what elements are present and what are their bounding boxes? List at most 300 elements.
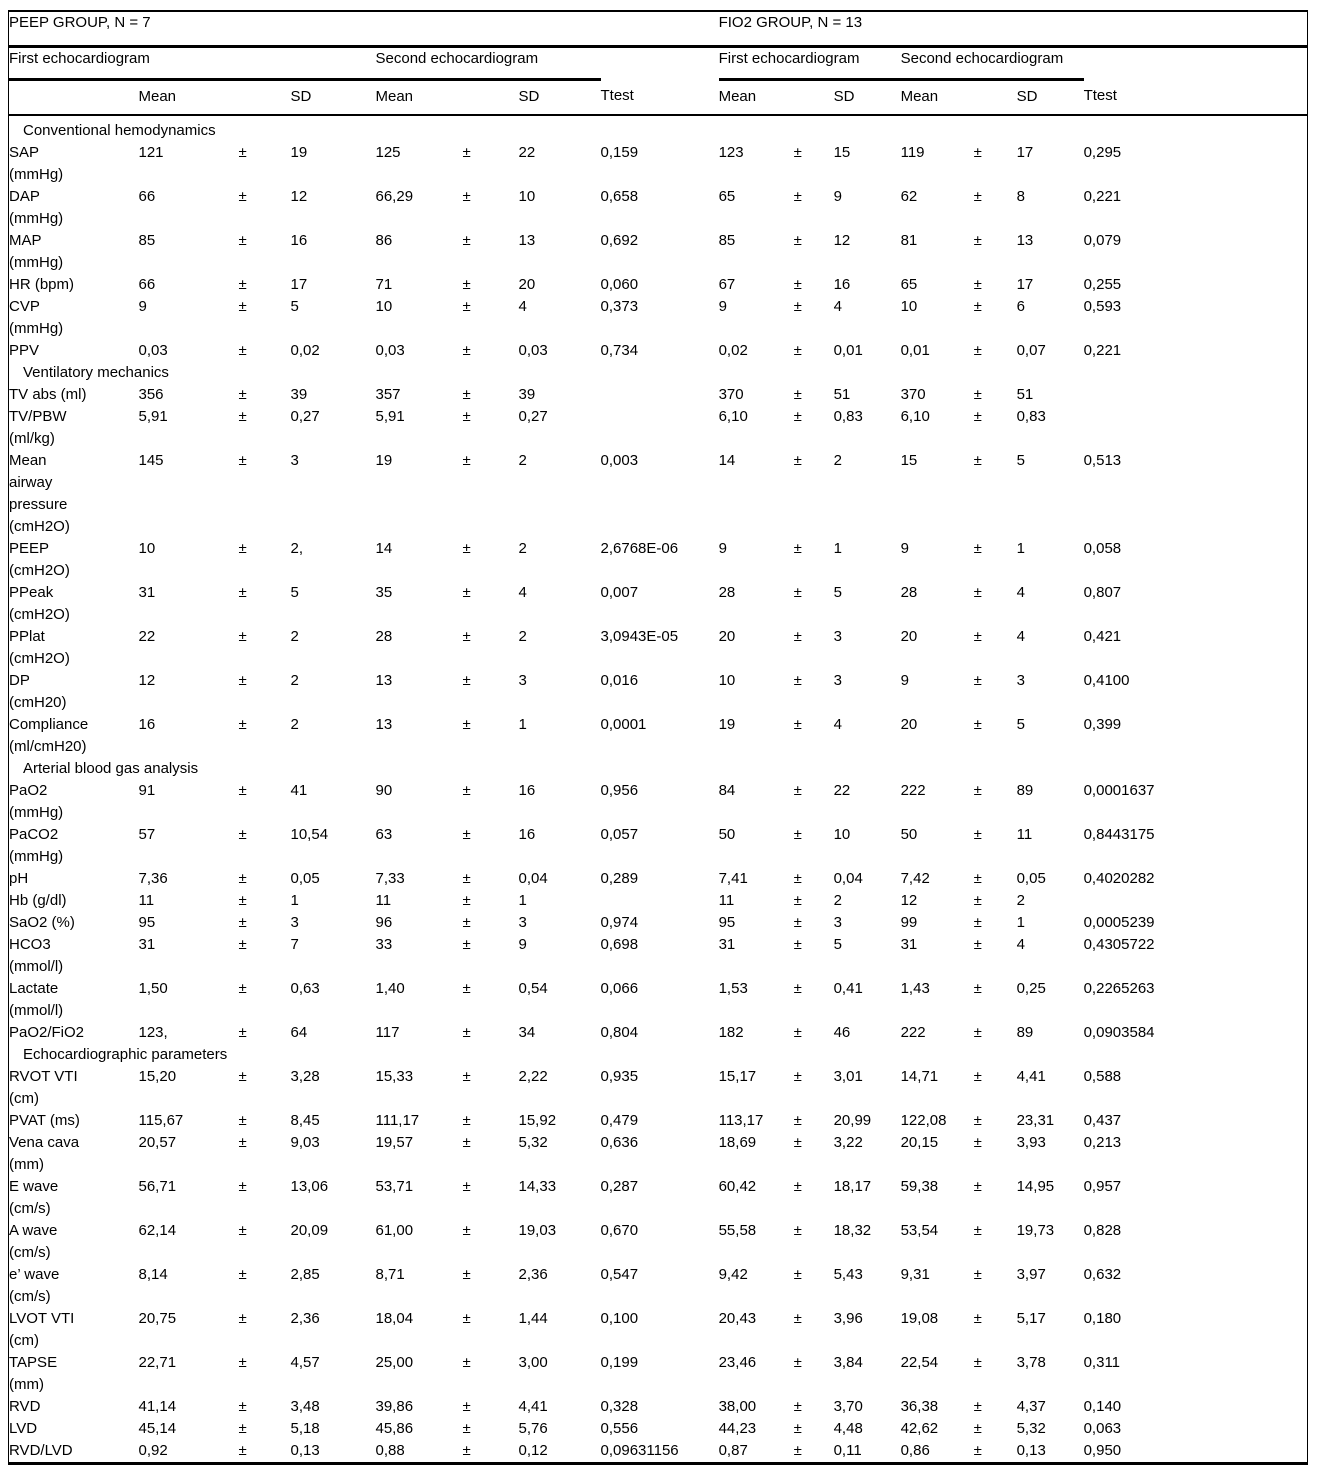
cell-fio2-first-sd: 18,32: [833, 1222, 872, 1239]
cell-peep-first-mean: 12: [138, 672, 156, 689]
cell-fio2-second-mean: 370: [900, 386, 926, 403]
cell-fio2-ttest: 0,593: [1083, 298, 1122, 315]
row-label-line: (cmH2O): [9, 562, 70, 579]
cell-fio2-ttest: 0,311: [1083, 1354, 1121, 1371]
cell-fio2-first-mean: 9: [718, 540, 727, 557]
row-label-line: (cm/s): [9, 1200, 51, 1217]
cell-peep-first-sd: 19: [290, 144, 308, 161]
cell-peep-first-mean: 7,36: [138, 870, 168, 887]
spacer-cell: [794, 80, 834, 116]
row-label: [9, 230, 139, 274]
cell-fio2-second-mean: 1,43: [900, 980, 930, 997]
cell-peep-first-sd: 3: [290, 452, 299, 469]
plus-minus-symbol: ±: [793, 1420, 802, 1437]
cell-peep-first-sd: 12: [290, 188, 308, 205]
cell-peep-first-sd: 17: [290, 276, 308, 293]
row-label-line: MAP: [9, 232, 42, 249]
cell-fio2-ttest: 0,0001637: [1083, 782, 1155, 799]
plus-minus-symbol: ±: [238, 892, 247, 909]
cell-fio2-first-sd: 3: [833, 672, 842, 689]
cell-fio2-second-sd: 0,13: [1016, 1442, 1046, 1459]
cell-fio2-second-sd: 0,05: [1016, 870, 1046, 887]
cell-fio2-second-sd: 0,07: [1016, 342, 1046, 359]
plus-minus-symbol: ±: [462, 826, 471, 843]
cell-peep-first-sd: 3,28: [290, 1068, 320, 1085]
cell-peep-first-sd: 3,48: [290, 1398, 320, 1415]
cell-fio2-first-sd: 20,99: [833, 1112, 872, 1129]
cell-peep-second-mean: 66,29: [375, 188, 414, 205]
row-label-line: (cm/s): [9, 1288, 51, 1305]
row-label-line: CVP: [9, 298, 40, 315]
row-label-line: airway: [9, 474, 53, 491]
cell-fio2-ttest: 0,950: [1083, 1442, 1122, 1459]
group-title-fio2: FIO2 GROUP, N = 13: [719, 11, 1308, 47]
cell-fio2-first-sd: 46: [833, 1024, 851, 1041]
row-label: [9, 780, 139, 824]
row-label-line: PPlat: [9, 628, 45, 645]
cell-peep-second-sd: 2,22: [518, 1068, 548, 1085]
row-label: [9, 890, 139, 912]
cell-peep-ttest: 0,804: [600, 1024, 639, 1041]
plus-minus-symbol: ±: [973, 342, 982, 359]
cell-fio2-first-sd: 9: [833, 188, 842, 205]
cell-peep-first-mean: 91: [138, 782, 156, 799]
table-row: [9, 670, 1308, 714]
cell-peep-ttest: [601, 384, 719, 406]
cell-fio2-first-mean: 85: [718, 232, 736, 249]
row-label-line: e’ wave: [9, 1266, 60, 1283]
cell-peep-first-mean: 8,14: [138, 1266, 168, 1283]
cell-fio2-second-sd: 13: [1016, 232, 1034, 249]
table-row: [9, 582, 1308, 626]
section-title: Arterial blood gas analysis: [23, 760, 199, 777]
table-body: [9, 115, 1308, 1464]
plus-minus-symbol: ±: [462, 1442, 471, 1459]
cell-peep-second-sd: 1: [518, 892, 527, 909]
plus-minus-symbol: ±: [462, 1178, 471, 1195]
cell-fio2-first-mean: 0,02: [718, 342, 748, 359]
row-label: [9, 406, 139, 450]
row-label: [9, 1264, 139, 1308]
row-label-line: (cmH2O): [9, 650, 70, 667]
cell-fio2-second-sd: 1: [1016, 540, 1025, 557]
cell-peep-second-mean: 117: [375, 1024, 400, 1041]
plus-minus-symbol: ±: [238, 1420, 247, 1437]
cell-peep-second-mean: 13: [375, 672, 393, 689]
cell-fio2-second-sd: 89: [1016, 782, 1034, 799]
row-label: [9, 1132, 139, 1176]
plus-minus-symbol: ±: [973, 914, 982, 931]
cell-peep-first-mean: 9: [138, 298, 147, 315]
row-label-line: Mean: [9, 452, 47, 469]
plus-minus-symbol: ±: [462, 1398, 471, 1415]
cell-fio2-second-sd: 5,17: [1016, 1310, 1046, 1327]
cell-peep-first-mean: 31: [138, 584, 156, 601]
cell-fio2-second-mean: 53,54: [900, 1222, 939, 1239]
plus-minus-symbol: ±: [793, 914, 802, 931]
cell-fio2-ttest: 0,221: [1083, 188, 1122, 205]
echo-header-row: [9, 47, 1308, 80]
row-label: [9, 1440, 139, 1464]
cell-fio2-second-sd: 0,83: [1016, 408, 1046, 425]
table-row: [9, 538, 1308, 582]
cell-fio2-second-mean: 0,86: [900, 1442, 930, 1459]
cell-fio2-second-sd: 8: [1016, 188, 1025, 205]
row-label: [9, 1220, 139, 1264]
cell-fio2-ttest: 0,421: [1083, 628, 1122, 645]
cell-fio2-first-mean: 10: [718, 672, 736, 689]
cell-fio2-second-mean: 222: [900, 1024, 926, 1041]
plus-minus-symbol: ±: [238, 276, 247, 293]
plus-minus-symbol: ±: [238, 672, 247, 689]
cell-fio2-second-mean: 36,38: [900, 1398, 939, 1415]
plus-minus-symbol: ±: [462, 1266, 471, 1283]
cell-fio2-first-mean: 50: [718, 826, 736, 843]
table-row: [9, 384, 1308, 406]
cell-fio2-first-sd: 3,70: [833, 1398, 863, 1415]
table-row: [9, 890, 1308, 912]
row-label-line: (cmH2O): [9, 518, 70, 535]
cell-fio2-ttest: 0,295: [1083, 144, 1122, 161]
cell-peep-ttest: 0,016: [600, 672, 639, 689]
cell-peep-first-sd: 2: [290, 628, 299, 645]
cell-peep-ttest: 0,328: [600, 1398, 639, 1415]
cell-fio2-first-mean: 60,42: [718, 1178, 757, 1195]
plus-minus-symbol: ±: [973, 276, 982, 293]
fio2-first-sd-header: SD: [834, 80, 901, 116]
plus-minus-symbol: ±: [238, 342, 247, 359]
table-row: [9, 142, 1308, 186]
plus-minus-symbol: ±: [793, 980, 802, 997]
cell-fio2-second-mean: 22,54: [900, 1354, 939, 1371]
cell-fio2-ttest: 0,180: [1083, 1310, 1122, 1327]
fio2-second-echo-header: Second echocardiogram: [901, 47, 1084, 80]
cell-peep-ttest: 0,007: [600, 584, 639, 601]
cell-fio2-second-mean: 119: [900, 144, 925, 161]
cell-peep-second-sd: 3,00: [518, 1354, 548, 1371]
plus-minus-symbol: ±: [973, 386, 982, 403]
table-row: [9, 912, 1308, 934]
plus-minus-symbol: ±: [973, 1112, 982, 1129]
row-label-line: PEEP: [9, 540, 50, 557]
plus-minus-symbol: ±: [238, 188, 247, 205]
plus-minus-symbol: ±: [462, 1112, 471, 1129]
cell-fio2-second-sd: 11: [1016, 826, 1033, 843]
row-label-line: A wave: [9, 1222, 58, 1239]
cell-peep-first-sd: 10,54: [290, 826, 329, 843]
cell-peep-second-mean: 15,33: [375, 1068, 414, 1085]
row-label: [9, 1022, 139, 1044]
plus-minus-symbol: ±: [793, 628, 802, 645]
cell-fio2-ttest: 0,957: [1083, 1178, 1122, 1195]
cell-peep-first-sd: 0,13: [290, 1442, 320, 1459]
plus-minus-symbol: ±: [793, 1112, 802, 1129]
plus-minus-symbol: ±: [793, 1222, 802, 1239]
plus-minus-symbol: ±: [462, 782, 471, 799]
cell-peep-second-sd: 0,04: [518, 870, 548, 887]
row-label: [9, 824, 139, 868]
row-label-line: HR (bpm): [9, 276, 75, 293]
plus-minus-symbol: ±: [462, 408, 471, 425]
table-row: [9, 1132, 1308, 1176]
results-table: [8, 10, 1308, 1465]
plus-minus-symbol: ±: [973, 1024, 982, 1041]
cell-fio2-first-mean: 55,58: [718, 1222, 757, 1239]
cell-peep-first-sd: 0,05: [290, 870, 320, 887]
row-label: [9, 934, 139, 978]
plus-minus-symbol: ±: [793, 936, 802, 953]
cell-peep-first-sd: 2,85: [290, 1266, 320, 1283]
row-label-line: (mmol/l): [9, 1002, 64, 1019]
row-label: [9, 1176, 139, 1220]
cell-peep-first-mean: 85: [138, 232, 156, 249]
plus-minus-symbol: ±: [238, 584, 247, 601]
plus-minus-symbol: ±: [793, 540, 802, 557]
cell-fio2-ttest: 0,140: [1083, 1398, 1122, 1415]
plus-minus-symbol: ±: [238, 232, 247, 249]
plus-minus-symbol: ±: [973, 452, 982, 469]
table-row: [9, 340, 1308, 362]
plus-minus-symbol: ±: [238, 1354, 247, 1371]
plus-minus-symbol: ±: [793, 232, 802, 249]
plus-minus-symbol: ±: [793, 826, 802, 843]
cell-fio2-first-sd: 4: [833, 716, 842, 733]
cell-fio2-ttest: 0,632: [1083, 1266, 1122, 1283]
cell-peep-first-mean: 66: [138, 276, 156, 293]
group-title-peep: PEEP GROUP, N = 7: [9, 11, 719, 47]
table-row: [9, 824, 1308, 868]
cell-fio2-second-sd: 1: [1016, 914, 1025, 931]
plus-minus-symbol: ±: [238, 870, 247, 887]
cell-peep-second-mean: 18,04: [375, 1310, 414, 1327]
row-label: [9, 978, 139, 1022]
plus-minus-symbol: ±: [973, 1222, 982, 1239]
row-label-line: (cmH20): [9, 694, 67, 711]
cell-peep-second-mean: 53,71: [375, 1178, 414, 1195]
row-label-line: (mmol/l): [9, 958, 64, 975]
cell-peep-first-mean: 31: [138, 936, 156, 953]
plus-minus-symbol: ±: [238, 980, 247, 997]
cell-fio2-second-sd: 4: [1016, 936, 1025, 953]
row-label-line: PPV: [9, 342, 40, 359]
cell-peep-first-sd: 1: [290, 892, 299, 909]
cell-peep-second-mean: 39,86: [375, 1398, 414, 1415]
cell-peep-first-sd: 0,02: [290, 342, 320, 359]
cell-fio2-first-mean: 67: [718, 276, 736, 293]
row-label: [9, 538, 139, 582]
row-label-line: Hb (g/dl): [9, 892, 67, 909]
cell-peep-second-sd: 2,36: [518, 1266, 548, 1283]
cell-peep-second-mean: 96: [375, 914, 393, 931]
cell-peep-first-mean: 145: [138, 452, 164, 469]
cell-fio2-ttest: 0,8443175: [1083, 826, 1155, 843]
cell-fio2-second-sd: 3,97: [1016, 1266, 1046, 1283]
cell-peep-first-sd: 5: [290, 298, 299, 315]
cell-fio2-first-mean: 44,23: [718, 1420, 757, 1437]
cell-fio2-first-mean: 370: [718, 386, 744, 403]
row-label-line: TV abs (ml): [9, 386, 87, 403]
row-label-line: Compliance: [9, 716, 89, 733]
cell-fio2-second-sd: 4,41: [1016, 1068, 1046, 1085]
plus-minus-symbol: ±: [793, 782, 802, 799]
table-row: [9, 934, 1308, 978]
row-label: [9, 912, 139, 934]
cell-peep-second-sd: 14,33: [518, 1178, 557, 1195]
cell-peep-ttest: 0,956: [600, 782, 639, 799]
cell-fio2-second-sd: 5: [1016, 716, 1025, 733]
plus-minus-symbol: ±: [238, 628, 247, 645]
row-label: [9, 296, 139, 340]
cell-fio2-second-sd: 51: [1016, 386, 1034, 403]
row-label-line: PPeak: [9, 584, 54, 601]
plus-minus-symbol: ±: [973, 672, 982, 689]
cell-peep-second-sd: 5,32: [518, 1134, 548, 1151]
row-label: [9, 186, 139, 230]
plus-minus-symbol: ±: [462, 1354, 471, 1371]
cell-fio2-second-sd: 17: [1016, 276, 1034, 293]
peep-second-mean-header: Mean: [376, 80, 463, 116]
cell-peep-ttest: 0,0001: [600, 716, 647, 733]
cell-fio2-first-sd: 51: [833, 386, 851, 403]
cell-fio2-first-mean: 0,87: [718, 1442, 748, 1459]
cell-peep-second-mean: 90: [375, 782, 393, 799]
cell-peep-second-sd: 19,03: [518, 1222, 557, 1239]
cell-fio2-second-mean: 12: [900, 892, 918, 909]
row-label-line: (cmH2O): [9, 606, 70, 623]
cell-peep-first-sd: 8,45: [290, 1112, 320, 1129]
peep-first-mean-header: Mean: [139, 80, 239, 116]
cell-peep-first-sd: 7: [290, 936, 299, 953]
plus-minus-symbol: ±: [238, 452, 247, 469]
plus-minus-symbol: ±: [238, 1134, 247, 1151]
cell-peep-first-mean: 66: [138, 188, 156, 205]
cell-peep-second-mean: 1,40: [375, 980, 405, 997]
cell-peep-ttest: 0,060: [600, 276, 639, 293]
cell-fio2-ttest: 0,437: [1083, 1112, 1122, 1129]
cell-peep-ttest: 0,974: [600, 914, 639, 931]
row-label-line: (ml/cmH20): [9, 738, 87, 755]
row-label: [9, 1110, 139, 1132]
row-label-line: (mmHg): [9, 804, 64, 821]
cell-peep-second-sd: 3: [518, 914, 527, 931]
table-row: [9, 626, 1308, 670]
cell-fio2-second-mean: 222: [900, 782, 926, 799]
cell-peep-second-mean: 10: [375, 298, 393, 315]
cell-peep-ttest: 0,670: [600, 1222, 639, 1239]
cell-fio2-first-mean: 38,00: [718, 1398, 757, 1415]
plus-minus-symbol: ±: [238, 1398, 247, 1415]
cell-peep-first-sd: 2,: [290, 540, 304, 557]
section-header-row: [9, 1044, 1308, 1066]
cell-peep-ttest: 0,636: [600, 1134, 639, 1151]
plus-minus-symbol: ±: [793, 298, 802, 315]
cell-peep-second-sd: 1: [518, 716, 527, 733]
plus-minus-symbol: ±: [973, 584, 982, 601]
table-row: [9, 1220, 1308, 1264]
cell-peep-ttest: 0,556: [600, 1420, 639, 1437]
cell-peep-first-mean: 11: [138, 892, 155, 909]
cell-fio2-first-mean: 15,17: [718, 1068, 757, 1085]
cell-fio2-ttest: [1084, 384, 1308, 406]
row-label: [9, 582, 139, 626]
spacer-cell: [1084, 47, 1308, 80]
plus-minus-symbol: ±: [462, 276, 471, 293]
cell-fio2-first-mean: 9,42: [718, 1266, 748, 1283]
fio2-second-mean-header: Mean: [901, 80, 974, 116]
cell-peep-first-sd: 4,57: [290, 1354, 320, 1371]
cell-peep-first-sd: 0,63: [290, 980, 320, 997]
peep-second-echo-header: Second echocardiogram: [376, 47, 601, 80]
plus-minus-symbol: ±: [973, 540, 982, 557]
cell-fio2-first-sd: 22: [833, 782, 851, 799]
cell-peep-second-sd: 9: [518, 936, 527, 953]
cell-fio2-ttest: 0,588: [1083, 1068, 1122, 1085]
cell-peep-second-mean: 25,00: [375, 1354, 414, 1371]
plus-minus-symbol: ±: [462, 870, 471, 887]
row-label-line: TAPSE: [9, 1354, 58, 1371]
cell-peep-second-mean: 13: [375, 716, 393, 733]
plus-minus-symbol: ±: [462, 1420, 471, 1437]
cell-fio2-second-mean: 28: [900, 584, 918, 601]
plus-minus-symbol: ±: [462, 892, 471, 909]
plus-minus-symbol: ±: [462, 584, 471, 601]
row-label: [9, 670, 139, 714]
row-label: [9, 714, 139, 758]
cell-fio2-second-sd: 0,25: [1016, 980, 1046, 997]
cell-fio2-first-mean: 7,41: [718, 870, 748, 887]
plus-minus-symbol: ±: [462, 1222, 471, 1239]
plus-minus-symbol: ±: [238, 1222, 247, 1239]
cell-fio2-first-mean: 6,10: [718, 408, 748, 425]
cell-peep-first-mean: 41,14: [138, 1398, 177, 1415]
cell-fio2-second-mean: 20: [900, 628, 918, 645]
row-label: [9, 1308, 139, 1352]
section-header-row: [9, 362, 1308, 384]
cell-peep-first-mean: 95: [138, 914, 156, 931]
plus-minus-symbol: ±: [793, 188, 802, 205]
cell-peep-second-sd: 4: [518, 298, 527, 315]
table-row: [9, 1440, 1308, 1464]
cell-fio2-ttest: 0,213: [1083, 1134, 1122, 1151]
cell-peep-ttest: 3,0943E-05: [600, 628, 679, 645]
plus-minus-symbol: ±: [973, 628, 982, 645]
row-label-line: LVD: [9, 1420, 38, 1437]
cell-peep-ttest: 0,547: [600, 1266, 639, 1283]
plus-minus-symbol: ±: [238, 716, 247, 733]
row-label: [9, 274, 139, 296]
cell-peep-first-mean: 57: [138, 826, 156, 843]
plus-minus-symbol: ±: [793, 672, 802, 689]
cell-peep-second-sd: 0,27: [518, 408, 548, 425]
plus-minus-symbol: ±: [793, 1310, 802, 1327]
peep-second-sd-header: SD: [519, 80, 601, 116]
cell-fio2-second-mean: 9,31: [900, 1266, 930, 1283]
cell-peep-ttest: 0,003: [600, 452, 639, 469]
section-header-row: [9, 758, 1308, 780]
cell-fio2-first-sd: 2: [833, 892, 842, 909]
row-label: [9, 340, 139, 362]
plus-minus-symbol: ±: [462, 716, 471, 733]
cell-peep-second-sd: 22: [518, 144, 536, 161]
cell-peep-second-mean: 86: [375, 232, 393, 249]
plus-minus-symbol: ±: [462, 452, 471, 469]
cell-fio2-first-sd: 0,04: [833, 870, 863, 887]
cell-peep-second-mean: 5,91: [375, 408, 405, 425]
plus-minus-symbol: ±: [462, 672, 471, 689]
cell-fio2-first-sd: 2: [833, 452, 842, 469]
cell-peep-first-sd: 64: [290, 1024, 308, 1041]
plus-minus-symbol: ±: [238, 298, 247, 315]
